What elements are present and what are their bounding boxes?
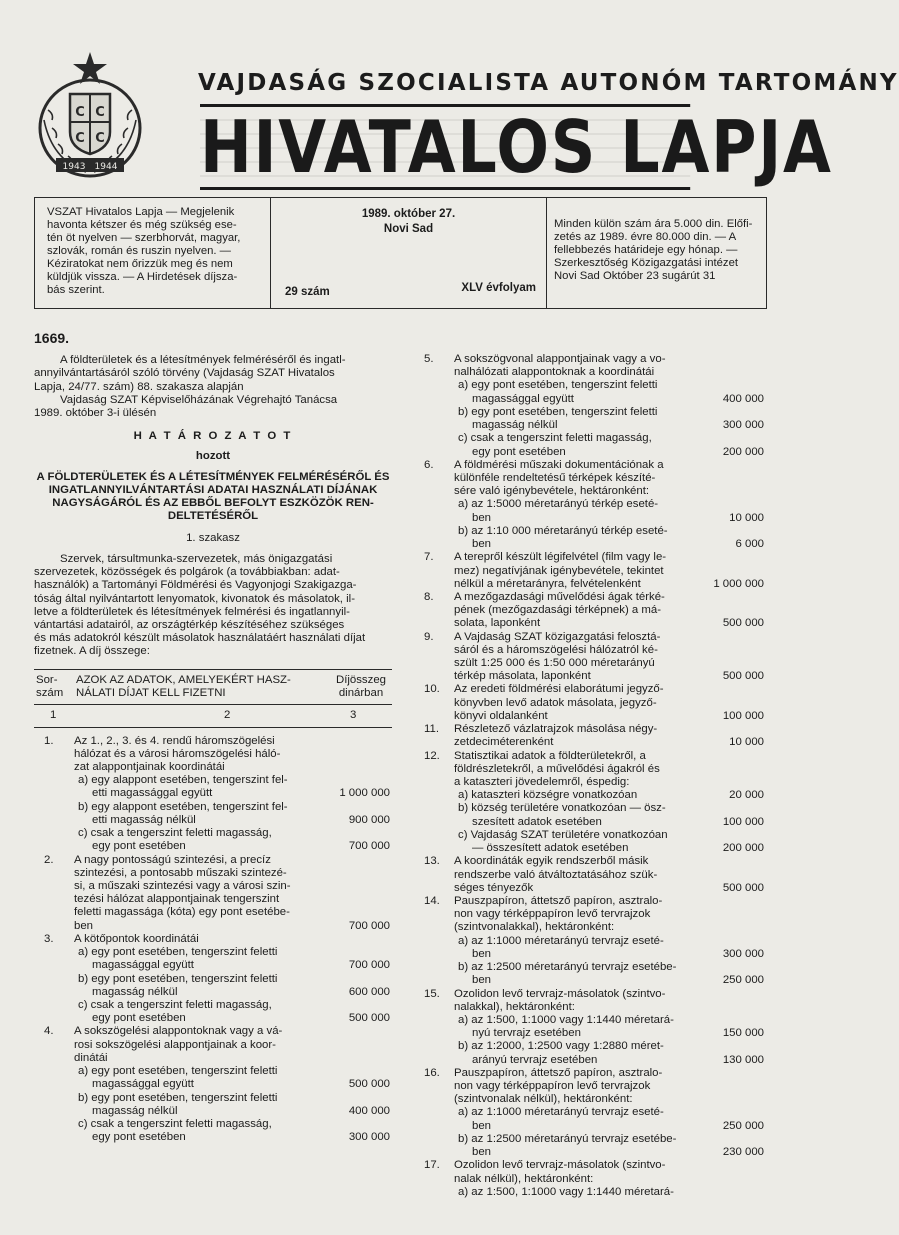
row-description: a) az 1:5000 méretarányú térkép eseté- ben [458,498,659,524]
body-line: tóság által nyilvántartott lenyomatok, kivonatok és másolatok, il- [34,592,355,605]
row-amount: 600 000 [348,985,390,998]
row-number: 11. [424,723,439,736]
row-amount: 900 000 [348,813,390,826]
price-info [546,198,766,308]
fee-row [414,855,766,895]
row-description: b) az 1:2500 méretarányú tervrajz esetébe- ben [458,1132,677,1159]
row-amount: 250 000 [722,974,764,987]
row-amount: 700 000 [348,919,390,932]
row-description: A földmérési műszaki dokumentációnak a különféle rendeltetésű térképek készíté- sére való igénybevétele, hektáronként: [454,458,664,498]
fee-row [414,406,766,432]
header-index-1: 1 [50,708,57,721]
row-amount: 700 000 [348,959,390,972]
price-line: fellebbezés határideje egy hónap. — [554,244,738,256]
price-line: Szerkesztőség Közigazgatási intézet [554,257,738,269]
decree-heading [34,471,392,524]
row-amount: 500 000 [348,1078,390,1091]
fee-row [414,1106,766,1132]
row-description: a) egy pont esetében, tengerszint feletti magassággal együtt [458,379,658,405]
row-description: a) az 1:500, 1:1000 vagy 1:1440 méretará- nyú tervrajz esetében [458,1013,674,1040]
coat-of-arms-emblem [34,50,146,184]
row-amount: 6 000 [735,538,764,551]
row-amount: 100 000 [722,709,764,722]
fee-row [34,854,392,933]
fee-row [34,1065,392,1091]
row-description: b) egy alappont esetében, tengerszint fel- etti magasság nélkül [78,800,288,826]
row-description: b) az 1:2000, 1:2500 vagy 1:2880 méret- arányú tervrajz esetében [458,1040,664,1066]
fee-row [34,999,392,1025]
heading-line: NAGYSÁGÁRÓL ÉS AZ EBBŐL BEFOLYT ESZKÖZÖK REN- [52,497,374,510]
fee-row [34,774,392,800]
supertitle: VAJDASÁG SZOCIALISTA AUTONÓM TARTOMÁNY [198,70,899,96]
row-description: b) egy pont esetében, tengerszint feletti magasság nélkül [78,1091,278,1117]
fee-row [414,988,766,1014]
fee-row [34,735,392,775]
fee-table-right [414,353,766,1199]
row-amount: 300 000 [722,947,764,960]
fee-row [414,525,766,551]
svg-text:С: С [95,105,105,120]
heading-line: DELTETÉSÉRŐL [167,510,259,523]
issue-number: 29 szám [285,286,330,298]
info-line: tén öt nyelven — szerbhorvát, magyar, [47,232,241,244]
fee-row [414,1040,766,1066]
row-description: a) az 1:1000 méretarányú tervrajz eseté- ben [458,934,664,960]
info-line: küldjük vissza. — A Hirdetések díjsza- [47,271,238,283]
row-number: 12. [424,749,440,762]
svg-text:1944: 1944 [94,162,118,172]
row-description: Pauszpapíron, áttetsző papíron, asztralo- non vagy térképpapíron levő tervrajzok (szintvonalakkal), hektáronként: [454,894,663,934]
header-index-3: 3 [350,708,357,721]
row-description: c) csak a tengerszint feletti magasság, egy pont esetében [78,1117,272,1144]
row-number: 9. [424,630,434,643]
intro-line: A földterületek és a létesítmények felméréséről és ingatl- [60,354,346,367]
issue-place: Novi Sad [383,223,434,235]
fee-row [414,1067,766,1107]
fee-row [414,459,766,499]
row-description: a) kataszteri községre vonatkozóan [458,789,638,802]
fee-row [414,935,766,961]
fee-row [414,353,766,379]
row-description: b) egy pont esetében, tengerszint feletti magasság nélkül [78,972,278,998]
row-description: Statisztikai adatok a földterületekről, a földrészletekről, a művelődési ágakról és a kataszteri jövedelemről, éspedig: [454,749,660,788]
row-description: a) egy alappont esetében, tengerszint fel- etti magassággal együtt [78,774,288,800]
info-line: bás szerint. [47,284,105,296]
row-number: 3. [44,932,54,945]
row-number: 14. [424,894,440,907]
fee-row [414,631,766,684]
row-amount: 500 000 [722,881,764,894]
row-number: 7. [424,551,434,564]
fee-row [34,1025,392,1065]
intro-line: Vajdaság SZAT Képviselőházának Végrehajtó Tanácsa [60,393,338,406]
intro-line: 1989. október 3-i ülésén [34,407,157,420]
row-number: 16. [424,1066,440,1079]
row-number: 8. [424,590,434,603]
fee-row [414,802,766,828]
row-description: b) község területére vonatkozóan — ösz- szesített adatok esetében [458,802,666,828]
row-amount: 250 000 [722,1119,764,1132]
svg-text:1943: 1943 [62,162,86,172]
body-line: vántartási adatairól, az országtérkép készítéséhez szükséges [34,618,345,631]
document-number: 1669. [34,330,70,346]
price-line: Novi Sad Október 23 sugárút 31 [554,270,716,282]
decree-hozott: hozott [195,449,231,462]
body-line: fizetnek. A díj összege: [34,645,150,658]
section-title: 1. szakasz [186,531,240,544]
row-amount: 200 000 [722,842,764,855]
row-amount: 10 000 [729,511,764,524]
fee-row [34,827,392,853]
row-amount: 700 000 [348,840,390,853]
row-description: c) Vajdaság SZAT területére vonatkozóan — összesített adatok esetében [458,828,668,855]
fee-row [414,498,766,524]
row-amount: 10 000 [729,736,764,749]
price-line: zetés az 1989. évre 80.000 din. — A [554,231,737,243]
fee-row [414,551,766,591]
svg-text:С: С [95,131,105,146]
info-line: VSZAT Hivatalos Lapja — Megjelenik [47,206,235,218]
intro-line: annyilvántartásáról szóló törvény (Vajdaság SZAT Hivatalos [34,367,335,380]
fee-row [34,1092,392,1118]
fee-row [414,723,766,749]
header-data-items: AZOK AZ ADATOK, AMELYEKÉRT HASZ- NÁLATI DÍJAT KELL FIZETNI [76,673,291,699]
row-description: b) az 1:10 000 méretarányú térkép eseté- ben [458,524,668,551]
header-index-2: 2 [224,708,231,721]
row-amount: 1 000 000 [713,577,764,590]
row-amount: 500 000 [348,1012,390,1025]
row-amount: 230 000 [722,1146,764,1159]
header-fee-amount: Díjösszeg dinárban [335,673,386,699]
fee-row [34,801,392,827]
row-number: 2. [44,853,54,866]
row-description: A nagy pontosságú szintezési, a precíz szintezési, a pontosabb műszaki szintezé- si, a műszaki szintezési vagy a városi szin- tezési hálózat alappontjainak tengerszint feletti magassága (kóta) egy pont esetébe- ben [74,853,291,932]
row-amount: 300 000 [348,1131,390,1144]
row-number: 5. [424,353,434,365]
row-amount: 150 000 [722,1027,764,1040]
row-number: 15. [424,987,440,1000]
fee-row [414,829,766,855]
row-number: 6. [424,458,434,471]
right-column [414,353,766,1199]
header-row-number: Sor- szám [36,673,64,699]
fee-row [414,789,766,802]
fee-row [414,1014,766,1040]
row-description: c) csak a tengerszint feletti magasság, egy pont esetében [78,998,272,1025]
fee-row [34,973,392,999]
info-box [34,197,767,309]
row-description: A kötőpontok koordinátái [74,932,199,945]
fee-table-left [34,735,392,1145]
fee-row [414,895,766,935]
fee-row [414,1159,766,1185]
fee-row [414,750,766,790]
row-description: a) egy pont esetében, tengerszint feletti magassággal együtt [78,946,278,972]
row-description: Részletező vázlatrajzok másolása négy- zetdeciméterenként [454,723,658,749]
row-description: Az eredeti földmérési elaborátumi jegyző- könyvben levő adatok másolata, jegyző- könyvi oldalanként [454,683,664,722]
issue-date: 1989. október 27. [361,208,456,220]
intro-line: Lapja, 24/77. szám) 88. szakasza alapján [34,380,244,393]
row-description: A terepről készült légifelvétel (film vagy le- mez) negatívjának igénybevétele, tekintet nélkül a méretarányra, felvételenként [454,551,667,590]
row-description: c) csak a tengerszint feletti magasság, egy pont esetében [458,432,652,458]
row-description: b) az 1:2500 méretarányú tervrajz esetébe- ben [458,961,677,987]
row-number: 13. [424,855,440,868]
body-line: letve a földterületek és létesítmények felmérési és ingatlannyil- [34,605,350,618]
fee-row [34,1118,392,1144]
svg-text:С: С [75,131,85,146]
row-amount: 400 000 [348,1104,390,1117]
row-amount: 400 000 [722,392,764,405]
fee-row [34,946,392,972]
row-description: a) egy pont esetében, tengerszint feletti magassággal együtt [78,1065,278,1091]
row-amount: 20 000 [729,789,764,802]
row-description: b) egy pont esetében, tengerszint feletti magasság nélkül [458,405,658,432]
fee-row [414,1186,766,1199]
row-description: Ozolidon levő tervrajz-másolatok (szintvo- nalak nélkül), hektáronként: [454,1159,666,1185]
fee-row [34,933,392,946]
issue-volume: XLV évfolyam [461,282,536,294]
row-description: Ozolidon levő tervrajz-másolatok (szintvo- nalakkal), hektáronként: [454,987,666,1013]
body-line: és más adatokról készült másolatok használatáért használati díjat [34,632,366,645]
price-line: Minden külön szám ára 5.000 din. Előfi- [554,218,753,230]
fee-row [414,683,766,723]
row-amount: 1 000 000 [339,787,390,800]
heading-line: A FÖLDTERÜLETEK ÉS A LÉTESÍTMÉNYEK FELMÉRÉSÉRŐL ÉS [36,470,390,483]
publication-info [35,198,271,308]
masthead-title: HIVATALOS LAPJA [200,105,833,189]
intro-text [34,354,392,420]
fee-row [414,961,766,987]
row-amount: 100 000 [722,815,764,828]
table-header [34,669,392,733]
row-amount: 200 000 [722,445,764,458]
row-number: 1. [44,734,54,747]
fee-row [414,591,766,631]
section-body [34,553,392,659]
body-line: Szervek, társultmunka-szervezetek, más önigazgatási [60,552,333,565]
decree-title: H A T Á R O Z A T O T [133,430,293,443]
row-description: a) az 1:1000 méretarányú tervrajz eseté- ben [458,1106,664,1132]
fee-row [414,379,766,405]
row-number: 10. [424,683,440,696]
row-description: A koordináták egyik rendszerből másik rendszerbe való átváltoztatásához szük- séges tényezők [454,855,658,894]
body-line: szervezetek, közösségek és polgárok (a továbbiakban: adat- [34,566,340,579]
row-amount: 500 000 [722,670,764,683]
row-number: 17. [424,1159,440,1172]
body-line: használók) a Tartományi Földmérési és Vagyonjogi Szakigazga- [34,579,357,592]
row-description: A mezőgazdasági művelődési ágak térké- pének (mezőgazdasági térképnek) a má- solata, laponként [454,590,665,630]
fee-row [414,1133,766,1159]
row-amount: 130 000 [722,1053,764,1066]
row-description: A sokszögelési alappontoknak vagy a vá- rosi sokszögelési alappontjainak a koor- dinátái [74,1025,283,1064]
row-description: Pauszpapíron, áttetsző papíron, asztralo- non vagy térképpapíron levő tervrajzok (szintvonalak nélkül), hektáronként: [454,1066,663,1106]
info-line: Kéziratokat nem őrizzük meg és nem [47,258,233,270]
info-line: havonta kétszer és még szükség ese- [47,219,237,231]
heading-line: INGATLANNYILVÁNTARTÁSI ADATAI HASZNÁLATI DÍJÁNAK [48,483,378,496]
left-column [34,330,392,1144]
row-amount: 300 000 [722,419,764,432]
row-description: Az 1., 2., 3. és 4. rendű háromszögelési hálózat és a városi háromszögelési háló- zat alappontjainak koordinátái [74,734,281,774]
row-description: A sokszögvonal alappontjainak vagy a vo- nalhálózati alappontoknak a koordinátái [454,353,666,379]
row-amount: 500 000 [722,617,764,630]
svg-text:С: С [75,105,85,120]
row-number: 4. [44,1025,54,1038]
info-line: szlovák, román és ruszin nyelven. — [47,245,231,257]
row-description: c) csak a tengerszint feletti magasság, egy pont esetében [78,827,272,853]
row-description: a) az 1:500, 1:1000 vagy 1:1440 méretará- [458,1185,674,1198]
fee-row [414,432,766,458]
row-description: A Vajdaság SZAT közigazgatási felosztá- sáról és a háromszögelési hálózatról ké- szült 1:25 000 és 1:50 000 méretarányú térkép másolata, laponként [454,630,661,683]
issue-info [271,198,547,308]
